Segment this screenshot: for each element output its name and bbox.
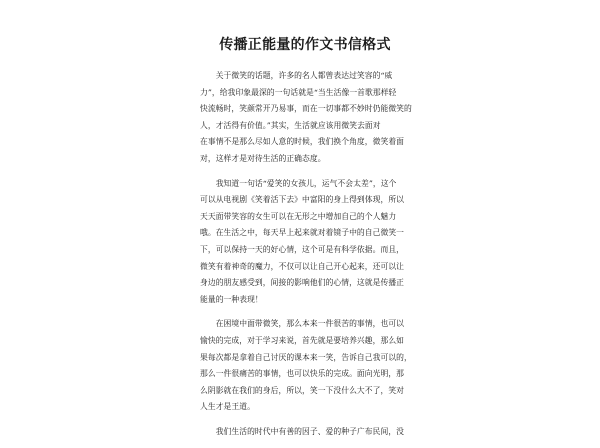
- text-line: 能量的一种表现！: [200, 294, 263, 304]
- text-line: 可以从电视剧《笑着活下去》中富阳的身上得到体现，所以: [200, 195, 405, 205]
- text-line: 下，可以保持一天的好心情，这个可是有科学依据。而且，: [200, 244, 405, 254]
- text-line: 果每次都是拿着自己讨厌的课本来一笑，告诉自己我可以的，: [200, 352, 412, 362]
- text-line: 人生才是王道。: [200, 402, 255, 412]
- text-line: 我知道一句话“爱笑的女孩儿，运气不会太差”，这个: [200, 178, 397, 188]
- text-line: 天天面带笑容的女生可以在无形之中增加自己的个人魅力: [200, 211, 397, 221]
- text-line: 人，才活得有价值。”其实，生活就应该用微笑去面对: [200, 120, 381, 130]
- text-line: 愉快的完成，对于学习来说，首先就是要培养兴趣，那么如: [200, 335, 405, 345]
- document-page: [200, 0, 412, 436]
- text-line: 微笑有着神奇的魔力，不仅可以让自己开心起来，还可以让: [200, 261, 405, 271]
- text-line: 对，这样才是对待生活的正确态度。: [200, 153, 326, 163]
- document-title: 传播正能量的作文书信格式: [219, 37, 391, 53]
- paragraph: [200, 424, 410, 441]
- text-line: 哦。在生活之中，每天早上起来就对着镜子中的自己微笑一: [200, 228, 405, 238]
- text-line: 身边的朋友感受到，间接的影响他们的心情，这就是传播正: [200, 278, 405, 288]
- text-line: 在困境中面带微笑，那么本来一件很苦的事情，也可以: [200, 319, 405, 329]
- text-line: 我们生活的时代中有善的因子、爱的种子广布民间，没: [200, 426, 405, 436]
- paragraph: [200, 316, 410, 416]
- text-line: 力”，给我印象最深的一句话就是“当生活像一首歌那样轻: [200, 87, 397, 97]
- text-line: 关于微笑的话题，许多的名人都曾表达过笑容的“威: [200, 71, 393, 80]
- text-line: 在事情不是那么尽如人意的时候，我们换个角度，微笑着面: [200, 137, 405, 147]
- paragraph: [200, 176, 410, 309]
- text-line: 么阴影就在我们的身后，所以，笑一下没什么大不了，笑对: [200, 385, 405, 395]
- text-line: 快流畅时，笑颜常开乃易事，而在一切事都不妙时仍能微笑的: [200, 104, 412, 114]
- paragraph: [200, 68, 410, 168]
- text-line: 那么一件很痛苦的事情，也可以快乐的完成。面向光明，那: [200, 369, 405, 379]
- document-body: [200, 68, 410, 448]
